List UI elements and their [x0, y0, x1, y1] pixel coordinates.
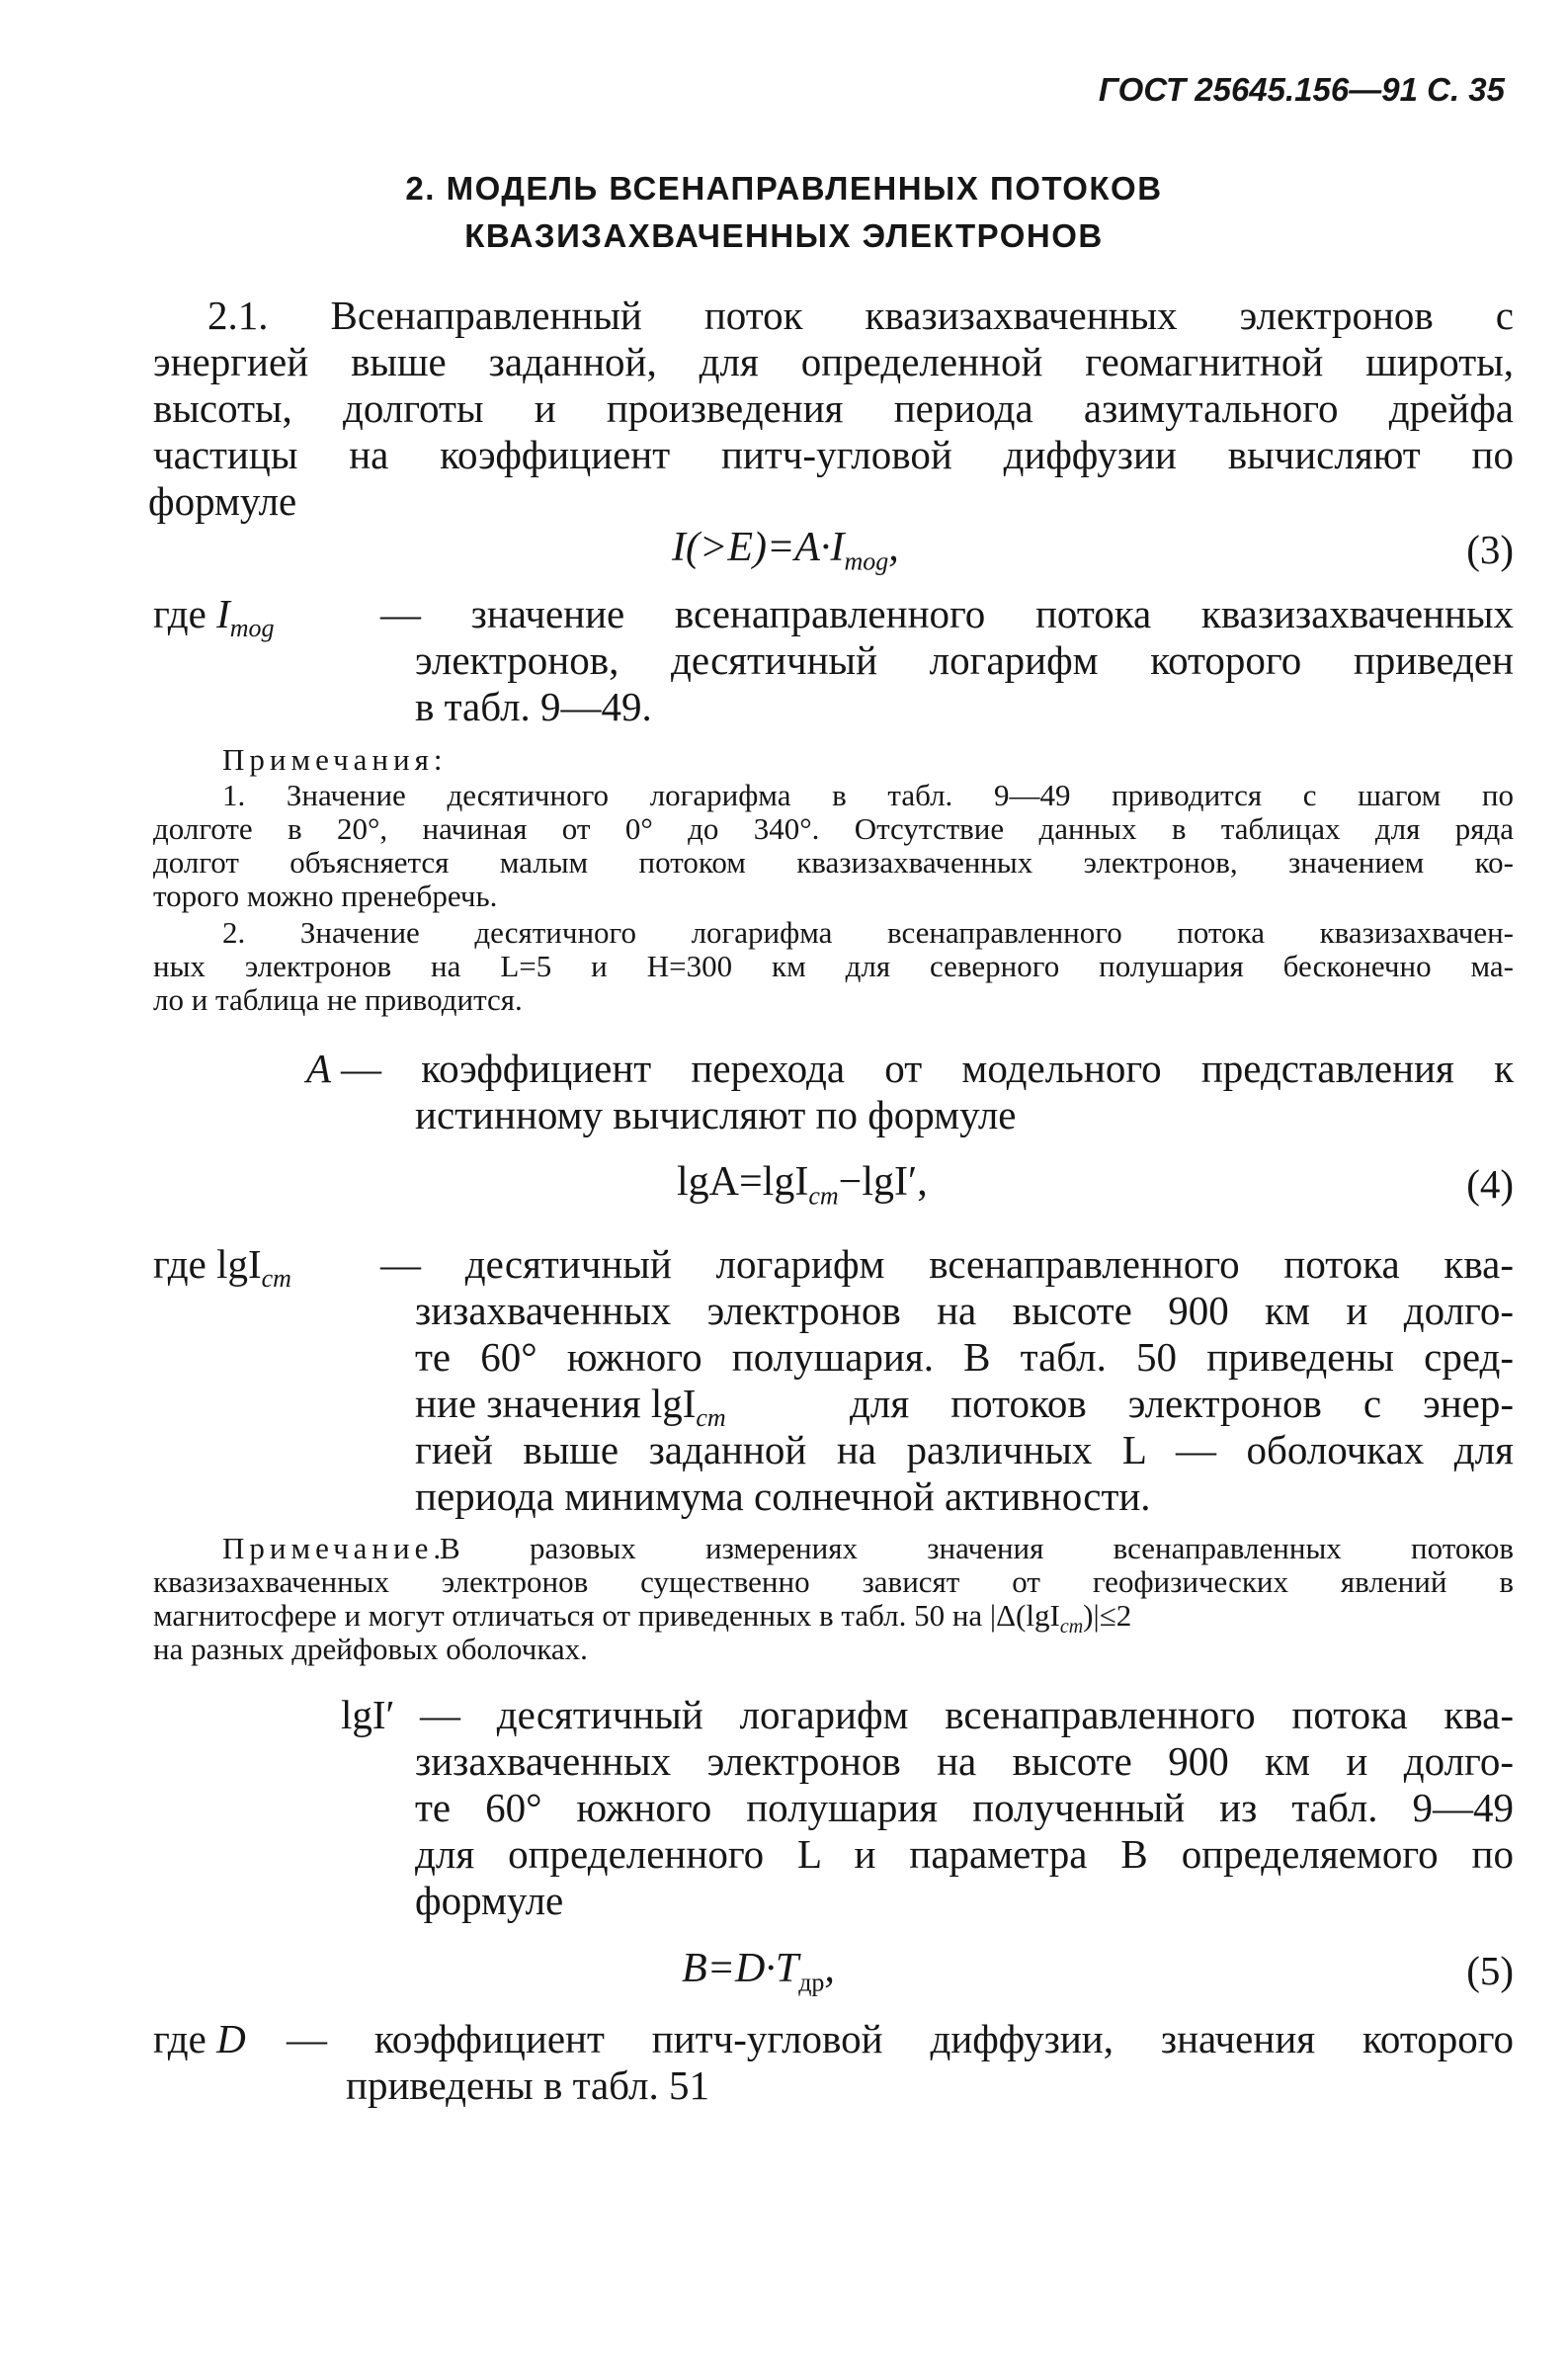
where-lgicm-line5: гией выше заданной на различных L — оболочках для: [415, 1427, 1514, 1472]
where-imog-line1: — значение всенаправленного потока квазизахваченных: [380, 591, 1514, 636]
section-title-line1: 2. МОДЕЛЬ ВСЕНАПРАВЛЕННЫХ ПОТОКОВ: [405, 170, 1163, 207]
notes1-line2: долготе в 20°, начиная от 0° до 340°. Отсутствие данных в таблицах для ряда: [153, 811, 1514, 846]
where-lgi-line5: формуле: [415, 1878, 564, 1923]
note2-heading: Примечание.: [222, 1531, 447, 1565]
notes1-line3: долгот объясняется малым потоком квазизахваченных электронов, значением ко-: [153, 845, 1514, 880]
where-imog-term: где $I_{mog}$: [153, 591, 275, 643]
running-header: ГОСТ 25645.156—91 С. 35: [1098, 71, 1505, 108]
where-lgi-line2: зизахваченных электронов на высоте 900 км и долго-: [415, 1738, 1514, 1784]
note2-line2: квазизахваченных электронов существенно зависят от геофизических явлений в: [153, 1564, 1514, 1599]
formula-5: $B=D\cdot T_{др}$,: [682, 1946, 835, 1997]
where-imog-line2: электронов, десятичный логарифм которого приведен: [415, 637, 1514, 683]
where-lgicm-line3: те 60° южного полушария. В табл. 50 приведены сред-: [415, 1334, 1514, 1380]
where-lgicm-line2: зизахваченных электронов на высоте 900 км и долго-: [415, 1288, 1514, 1333]
para21-line1: 2.1. Всенаправленный поток квазизахваченных электронов с: [207, 293, 1514, 338]
where-a-line1: — коэффициент перехода от модельного представления к: [341, 1046, 1514, 1091]
formula-4: lgA=lgI$_{cm}$−lgI′,: [677, 1159, 928, 1211]
where-lgi-line1: — десятичный логарифм всенаправленного потока ква-: [420, 1692, 1514, 1737]
notes1-line6: ных электронов на L=5 и H=300 км для северного полушария бесконечно ма-: [153, 949, 1514, 983]
where-lgicm-term: где lgI$_{cm}$: [153, 1241, 291, 1294]
section-title-line2: КВАЗИЗАХВАЧЕННЫХ ЭЛЕКТРОНОВ: [464, 217, 1104, 254]
note2-line4: на разных дрейфовых оболочках.: [153, 1632, 588, 1666]
para21-line5: формуле: [148, 478, 297, 524]
formula-3: $I(>E)=A\cdot I_{mog}$,: [672, 525, 899, 576]
formula-3-number: (3): [1466, 527, 1514, 572]
note2-line1: В разовых измерениях значения всенаправленных потоков: [440, 1531, 1514, 1565]
where-d-line1: — коэффициент питч-угловой диффузии, значения которого: [287, 2016, 1514, 2061]
para21-line3: высоты, долготы и произведения периода азимутального дрейфа: [153, 385, 1514, 431]
where-d-term: где D: [153, 2016, 246, 2061]
where-lgicm-line6: периода минимума солнечной активности.: [415, 1473, 1151, 1519]
notes1-line7: ло и таблица не приводится.: [153, 982, 523, 1017]
where-a-line2: истинному вычисляют по формуле: [415, 1092, 1017, 1137]
note2-line3: магнитосфере и могут отличаться от приведенных в табл. 50 на |Δ(lgI$_{cm}$)|≤2: [153, 1598, 1132, 1639]
para21-line4: частицы на коэффициент питч-угловой диффузии вычисляют по: [153, 432, 1514, 477]
where-lgicm-line4a: ние значения lgI$_{cm}$: [415, 1381, 726, 1433]
where-lgi-line4: для определенного L и параметра B определяемого по: [415, 1831, 1514, 1877]
where-lgicm-line4b: для потоков электронов с энер-: [850, 1381, 1514, 1426]
where-lgi-line3: те 60° южного полушария полученный из табл. 9—49: [415, 1785, 1514, 1830]
para21-line2: энергией выше заданной, для определенной геомагнитной широты,: [153, 339, 1514, 384]
formula-5-number: (5): [1466, 1948, 1514, 1993]
notes1-line5: 2. Значение десятичного логарифма всенаправленного потока квазизахвачен-: [222, 915, 1514, 950]
where-imog-line3: в табл. 9—49.: [415, 684, 652, 729]
notes1-line1: 1. Значение десятичного логарифма в табл. 9—49 приводится с шагом по: [222, 778, 1514, 812]
where-a-term: A: [306, 1046, 332, 1091]
where-lgi-term: lgI′: [341, 1692, 395, 1737]
formula-4-number: (4): [1466, 1161, 1514, 1207]
notes1-line4: торого можно пренебречь.: [153, 879, 498, 913]
notes1-heading: Примечания:: [222, 742, 448, 777]
where-lgicm-line1: — десятичный логарифм всенаправленного потока ква-: [380, 1241, 1514, 1287]
where-d-line2: приведены в табл. 51: [346, 2062, 709, 2108]
